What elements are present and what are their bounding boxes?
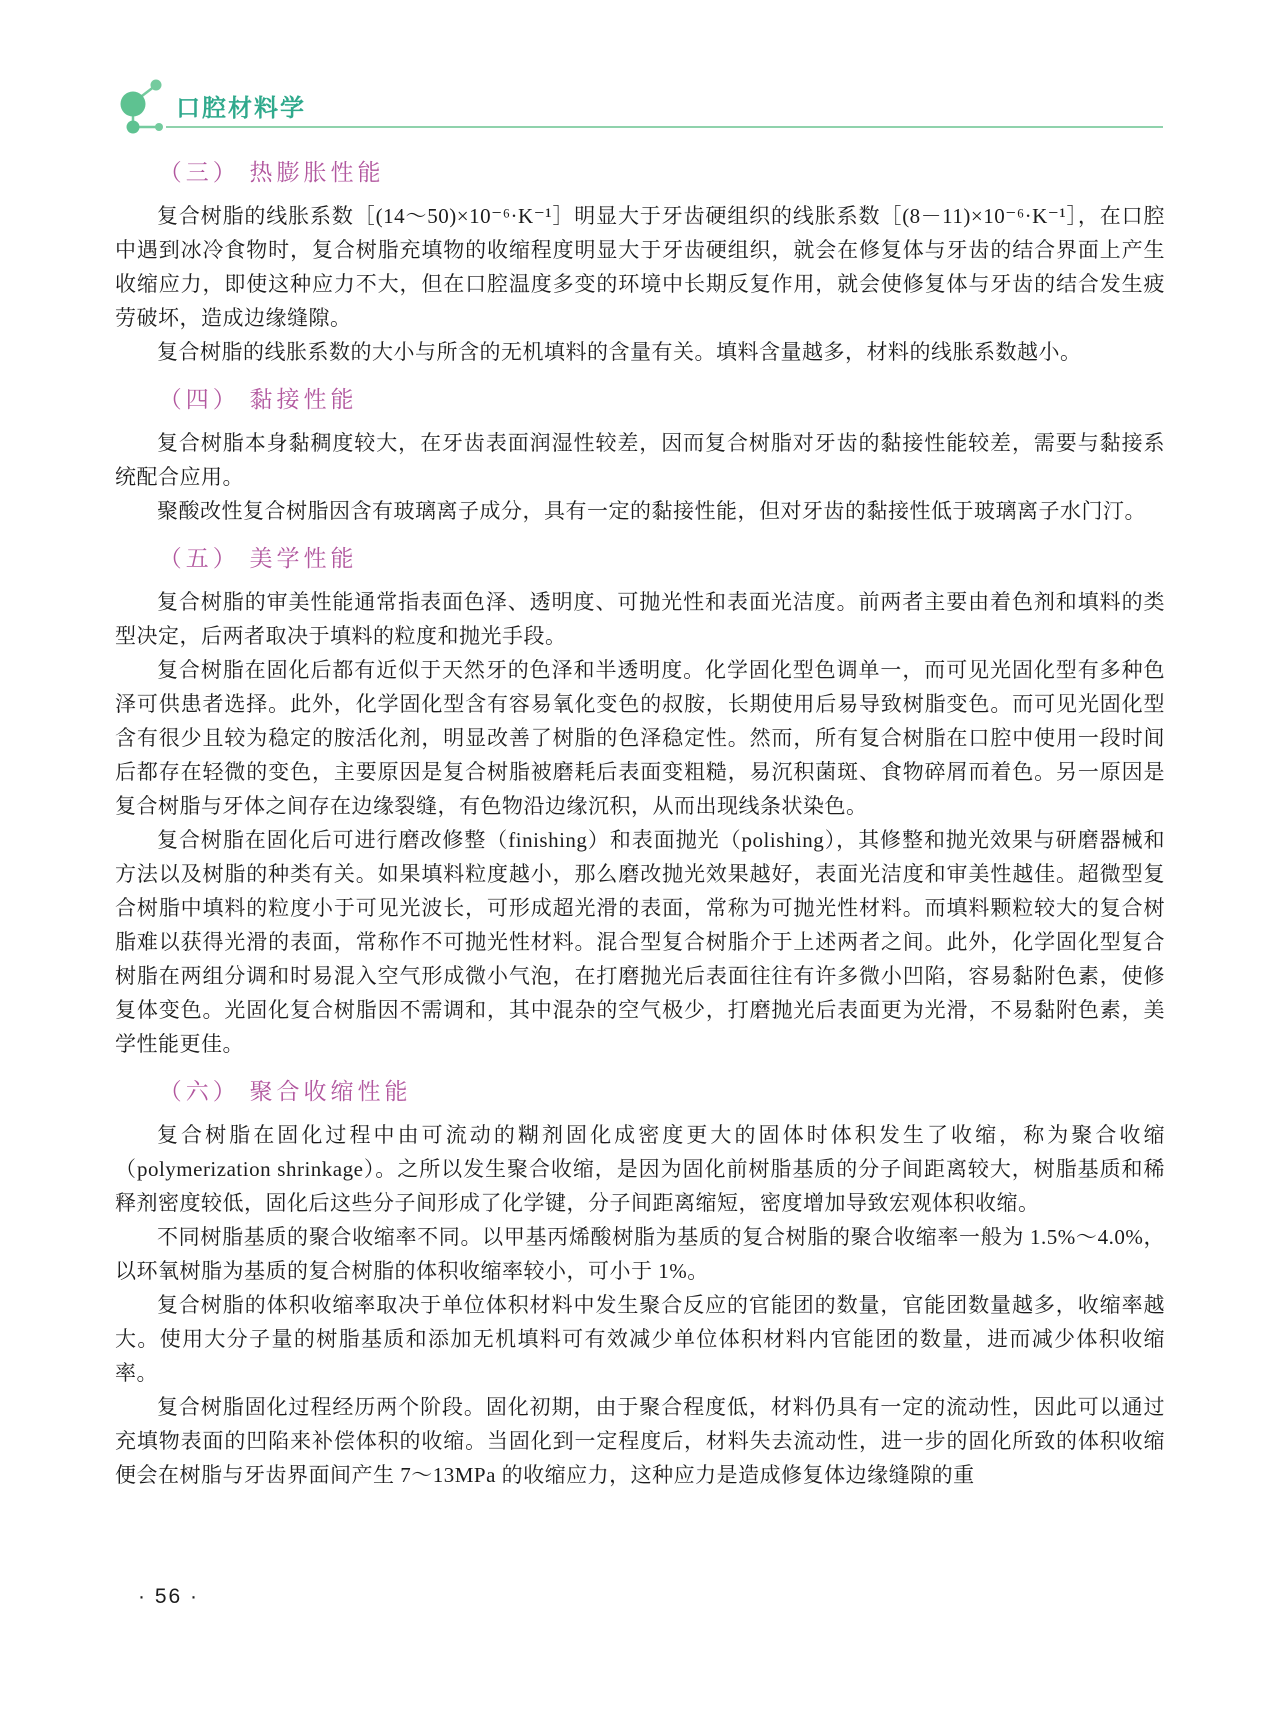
book-title: 口腔材料学 [176,95,306,122]
paragraph: 复合树脂的体积收缩率取决于单位体积材料中发生聚合反应的官能团的数量，官能团数量越多，收缩率越大。使用大分子量的树脂基质和添加无机填料可有效减少单位体积材料内官能团的数量，进而减少体积收缩率。 [115,1293,1165,1385]
section-aesthetics [115,543,1165,1061]
section-heading: （三） 热膨胀性能 [158,160,385,185]
header-divider [166,126,1163,128]
paragraph: 复合树脂在固化后都有近似于天然牙的色泽和半透明度。化学固化型色调单一，而可见光固化型有多种色泽可供患者选择。此外，化学固化型含有容易氧化变色的叔胺，长期使用后易导致树脂变色。而可见光固化型含有很少且较为稳定的胺活化剂，明显改善了树脂的色泽稳定性。然而，所有复合树脂在口腔中使用一段时间后都存在轻微的变色，主要原因是复合树脂被磨耗后表面变粗糙，易沉积菌斑、食物碎屑而着色。另一原因是复合树脂与牙体之间存在边缘裂缝，有色物沿边缘沉积，从而出现线条状染色。 [115,658,1165,818]
paragraph: 复合树脂的线胀系数的大小与所含的无机填料的含量有关。填料含量越多，材料的线胀系数越小。 [157,340,1082,364]
section-heading: （五） 美学性能 [158,546,358,571]
page-number: · 56 · [138,1585,200,1608]
section-thermal-expansion [115,157,1165,369]
section-heading: （六） 聚合收缩性能 [158,1079,412,1104]
paragraph: 聚酸改性复合树脂因含有玻璃离子成分，具有一定的黏接性能，但对牙齿的黏接性低于玻璃离子水门汀。 [157,499,1146,523]
section-polymerization-shrinkage [115,1076,1165,1492]
page-content [115,142,1165,1492]
page-header [118,78,1163,136]
paragraph: 复合树脂的线胀系数［(14～50)×10⁻⁶·K⁻¹］明显大于牙齿硬组织的线胀系数［(8－11)×10⁻⁶·K⁻¹］，在口腔中遇到冰冷食物时，复合树脂充填物的收缩程度明显大于牙齿硬组织，就会在修复体与牙齿的结合界面上产生收缩应力，即使这种应力不大，但在口腔温度多变的环境中长期反复作用，就会使修复体与牙齿的结合发生疲劳破坏，造成边缘缝隙。 [115,204,1165,330]
paragraph: 复合树脂固化过程经历两个阶段。固化初期，由于聚合程度低，材料仍具有一定的流动性，因此可以通过充填物表面的凹陷来补偿体积的收缩。当固化到一定程度后，材料失去流动性，进一步的固化所致的体积收缩便会在树脂与牙齿界面间产生 7～13MPa 的收缩应力，这种应力是造成修复体边缘缝隙的重 [115,1395,1165,1487]
paragraph: 复合树脂在固化过程中由可流动的糊剂固化成密度更大的固体时体积发生了收缩，称为聚合收缩（polymerization shrinkage）。之所以发生聚合收缩，是因为固化前树脂基质的分子间距离较大，树脂基质和稀释剂密度较低，固化后这些分子间形成了化学键，分子间距离缩短，密度增加导致宏观体积收缩。 [115,1123,1165,1215]
paragraph: 复合树脂在固化后可进行磨改修整（finishing）和表面抛光（polishing），其修整和抛光效果与研磨器械和方法以及树脂的种类有关。如果填料粒度越小，那么磨改抛光效果越好，表面光洁度和审美性越佳。超微型复合树脂中填料的粒度小于可见光波长，可形成超光滑的表面，常称为可抛光性材料。而填料颗粒较大的复合树脂难以获得光滑的表面，常称作不可抛光性材料。混合型复合树脂介于上述两者之间。此外，化学固化型复合树脂在两组分调和时易混入空气形成微小气泡，在打磨抛光后表面往往有许多微小凹陷，容易黏附色素，使修复体变色。光固化复合树脂因不需调和，其中混杂的空气极少，打磨抛光后表面更为光滑，不易黏附色素，美学性能更佳。 [115,828,1165,1056]
paragraph: 复合树脂本身黏稠度较大，在牙齿表面润湿性较差，因而复合树脂对牙齿的黏接性能较差，需要与黏接系统配合应用。 [115,431,1165,489]
paragraph: 不同树脂基质的聚合收缩率不同。以甲基丙烯酸树脂为基质的复合树脂的聚合收缩率一般为 1.5%～4.0%，以环氧树脂为基质的复合树脂的体积收缩率较小，可小于 1%。 [115,1225,1165,1283]
section-adhesion [115,384,1165,528]
paragraph: 复合树脂的审美性能通常指表面色泽、透明度、可抛光性和表面光洁度。前两者主要由着色剂和填料的类型决定，后两者取决于填料的粒度和抛光手段。 [115,590,1165,648]
section-heading: （四） 黏接性能 [158,387,358,412]
